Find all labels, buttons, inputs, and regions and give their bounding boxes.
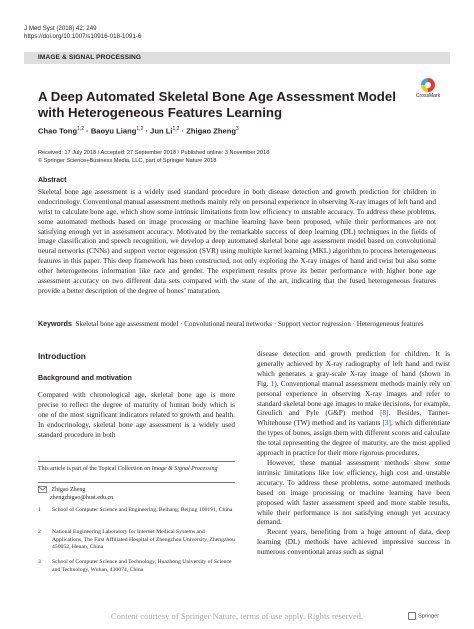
- courtesy-footer: Content courtesy of Springer Nature, terms of use apply. Rights reserved.: [110, 611, 364, 621]
- affiliation-item: [38, 559, 235, 575]
- affiliation-text: National Engineering Laboratory for Internet Medical Systems and Applications, The First Affiliated Hospital of Zhengzhou University, Zhengzhou 450052, Henan, China: [52, 529, 235, 551]
- publisher-mark: Springer: [408, 612, 439, 620]
- author-name[interactable]: Chao Tong: [38, 126, 78, 136]
- author-name[interactable]: Zhigao Zheng: [186, 126, 237, 136]
- topical-collection-note: [38, 465, 235, 473]
- abstract-heading: Abstract: [38, 177, 67, 184]
- intro-paragraph: disease detection and growth prediction for children. It is generally achieved by X-ray radiography of left hand and twist which generates a gray-scale X-ray image of hand (shown in Fig. 1). Conventional manual assessment methods mainly rely on personal experience in observing X-ray images and refer to standard skeletal bone age images to make decisions, for example, Greulich and Pyle (G&P) method [8]. Besides, Tanner-Whitehouse (TW) method and its variants [3], which differentiate the types of bones, assign them with different scores and calculate the total representing the degree of maturity, are the most applied approach in practice for their more rigorous procedures.: [257, 350, 451, 458]
- footnote-divider: [38, 482, 235, 483]
- author-affiliation: 3: [236, 126, 239, 132]
- author-affiliation: 1,2: [136, 126, 144, 132]
- topical-note-prefix: This article is part of the Topical Collection on: [38, 466, 151, 472]
- author-separator: ·: [181, 126, 185, 136]
- author-separator: ·: [86, 126, 89, 136]
- envelope-icon: [38, 486, 47, 493]
- intro-right-column: [257, 350, 450, 558]
- intro-paragraph: However, these manual assessment methods show some intrinsic limitations like low efficiency, high cost and unstable accuracy. To address these problems, some automated methods based on image processing or machine learning have been proposed with faster assessment speed and more stable results, while their performance is not satisfying enough yet accuracy demand.: [257, 458, 450, 527]
- received-line: Received: 17 July 2018 / Accepted: 27 September 2018 / Published online: 3 November 2018: [38, 150, 270, 156]
- citation-link[interactable]: [3]: [382, 419, 391, 428]
- section-banner: [24, 52, 450, 64]
- topical-collection-name: Image & Signal Processing: [151, 466, 218, 472]
- intro-left-paragraph: Compared with chronological age, skeletal bone age is more precise to reflect the degree of maturity of human body which is one of the most significant indicators related to growth and health. In endocrinology, skeletal bone age assessment is a widely used standard procedure in both: [38, 391, 235, 439]
- keywords-label: Keywords: [38, 320, 72, 328]
- affiliation-item: [38, 507, 235, 523]
- affiliation-number: 2: [38, 529, 41, 535]
- crossmark-icon: [421, 78, 435, 92]
- affiliation-text: School of Computer Science and Technology, Huazhong University of Science and Technology, Wuhan, 430074, China: [52, 559, 232, 573]
- author-name[interactable]: Jun Li: [150, 126, 173, 136]
- corresponding-author: Zhigao Zheng: [51, 487, 86, 493]
- affiliation-text: School of Computer Science and Engineering, Beihang, Beijing 100191, China: [52, 507, 233, 513]
- copyright-line: © Springer Science+Business Media, LLC, part of Springer Nature 2018: [38, 158, 217, 164]
- citation-link[interactable]: [8]: [380, 409, 389, 418]
- intro-paragraph: Recent years, benefiting from a huge amount of data, deep learning (DL) methods have achieved impressive success in numerous conventional areas such as signal: [257, 528, 450, 557]
- crossmark-badge[interactable]: [406, 78, 450, 99]
- author-affiliation: 1,2: [172, 126, 180, 132]
- crossmark-label: CrossMark: [415, 93, 441, 99]
- affiliation-number: 3: [38, 559, 41, 565]
- article-title: A Deep Automated Skeletal Bone Age Assessment Model with Heterogeneous Features Learning: [38, 89, 396, 120]
- author-affiliation: 1,2: [77, 126, 85, 132]
- author-list: [38, 126, 239, 136]
- keywords: [38, 320, 436, 330]
- footnote-divider: [38, 461, 235, 462]
- abstract-text: Skeletal bone age assessment is a widely used standard procedure in both disease detection and growth prediction for children in endocrinology. Conventional manual assessment methods mainly rely on personal experience in observing X-ray images of left hand and wrist to calculate bone age, which show some intrinsic limitations from low efficiency to unstable accuracy. To address these problems, some automated methods based on image processing or machine learning have been proposed, while their performances are not satisfying enough yet in assessment accuracy. Motivated by the remarkable success of deep learning (DL) techniques in the fields of image classification and speech recognition, we develop a deep automated skeletal bone age assessment model based on convolutional neural networks (CNNs) and support vector regression (SVR) using multiple kernel learning (MKL) algorithm to process heterogeneous features in this paper. This deep framework has been constructed, not only exploring the X-ray images of hand and twist but also some other heterogeneous information like race and gender. The experiment results prove its better performance with higher bone age assessment accuracy on two different data sets compared with the state of the art, indicating that the fused heterogeneous features provide a better description of the degree of bones’ maturation.: [38, 188, 436, 295]
- affiliation-number: 1: [38, 507, 41, 513]
- affiliation-item: [38, 529, 235, 553]
- doi-link[interactable]: https://doi.org/10.1007/s10916-018-1091-6: [24, 33, 142, 40]
- author-name[interactable]: Baoyu Liang: [90, 126, 137, 136]
- section-label: IMAGE & SIGNAL PROCESSING: [38, 54, 142, 61]
- background-subheading: Background and motivation: [38, 374, 132, 382]
- author-email[interactable]: zhengzhigao@hust.edu.cn: [50, 495, 114, 501]
- figure-ref-link[interactable]: 1: [270, 379, 275, 388]
- introduction-heading: Introduction: [38, 352, 86, 361]
- keywords-text: Skeletal bone age assessment model · Convolutional neural networks · Support vector regression · Heterogeneous features: [75, 320, 424, 328]
- correspondence-block: [38, 486, 235, 502]
- publication-dates: [38, 149, 438, 165]
- author-separator: ·: [145, 126, 149, 136]
- journal-citation: J Med Syst (2018) 42: 249: [24, 25, 97, 32]
